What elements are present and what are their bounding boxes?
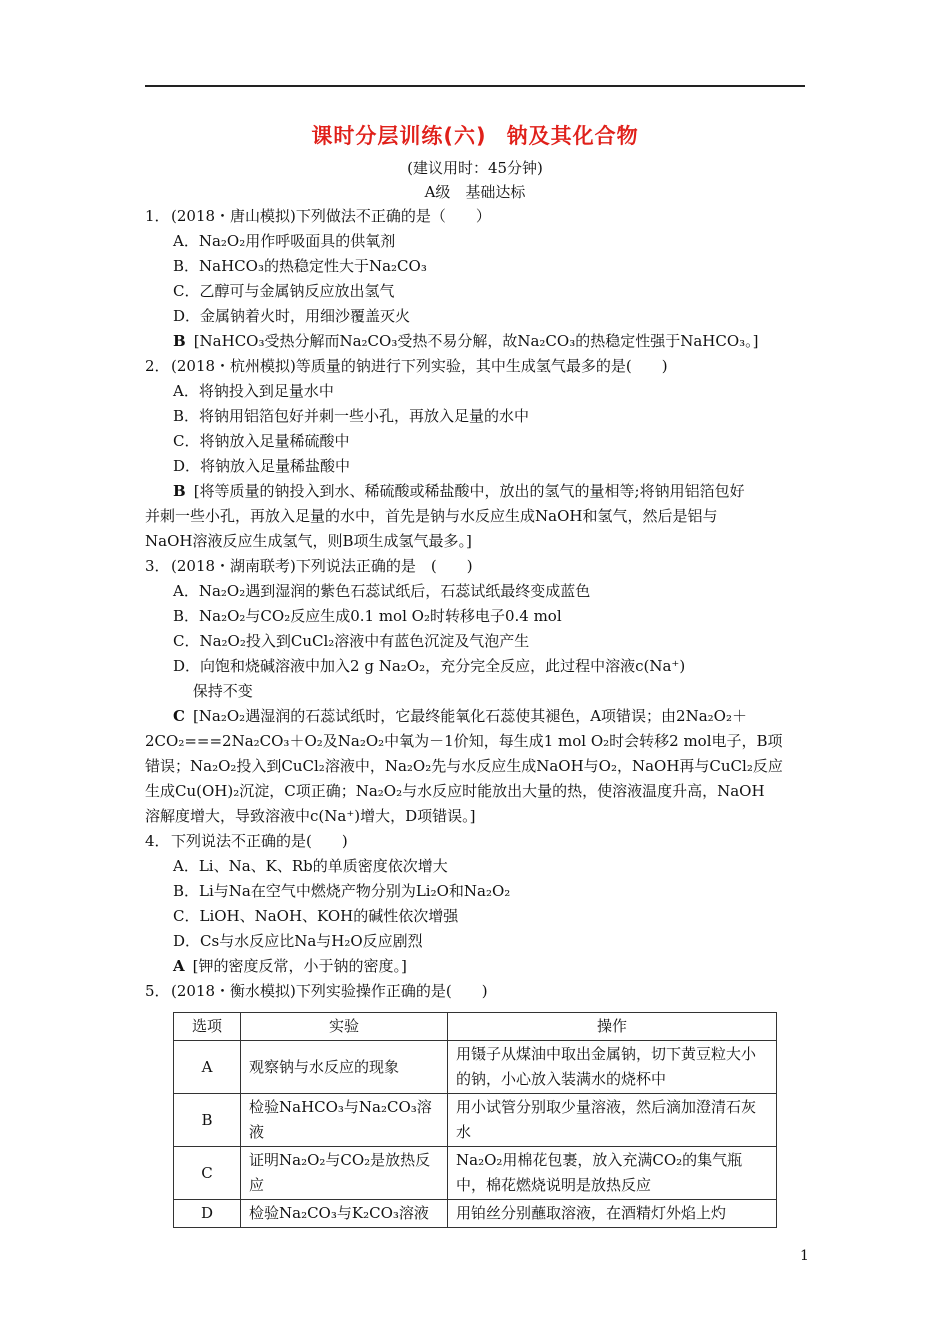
- page-title: [0, 120, 950, 150]
- question-option: D．将钠放入足量稀盐酸中: [173, 457, 351, 475]
- table-header: 选项: [174, 1013, 241, 1041]
- question-option: A．Li、Na、K、Rb的单质密度依次增大: [173, 857, 448, 875]
- table-cell: 检验NaHCO₃与Na₂CO₃溶液: [241, 1094, 448, 1147]
- question-stem: [145, 354, 810, 379]
- question-option: A．Na₂O₂用作呼吸面具的供氧剂: [173, 232, 396, 250]
- table-row: [174, 1041, 777, 1094]
- title-topic: 钠及其化合物: [506, 124, 639, 148]
- question-number: 2．: [145, 357, 170, 375]
- table-cell: 用铂丝分别蘸取溶液，在酒精灯外焰上灼: [448, 1200, 777, 1228]
- question-number: 1．: [145, 207, 170, 225]
- question-option: D．向饱和烧碱溶液中加入2 g Na₂O₂，充分完全反应，此过程中溶液c(Na⁺): [173, 657, 686, 675]
- explanation-text: [Na₂O₂遇湿润的石蕊试纸时，它最终能氧化石蕊使其褪色，A项错误；由2Na₂O₂＋: [192, 707, 747, 725]
- question-text: (2018・湖南联考)下列说法正确的是 ( ): [171, 557, 473, 575]
- table-cell: 证明Na₂O₂与CO₂是放热反应: [241, 1147, 448, 1200]
- table-row: [174, 1094, 777, 1147]
- question-option: C．乙醇可与金属钠反应放出氢气: [173, 282, 395, 300]
- answer-explanation-line: [145, 779, 810, 804]
- answer-letter: C: [173, 707, 185, 725]
- level-heading: A级 基础达标: [424, 183, 526, 201]
- table-cell: Na₂O₂用棉花包裹，放入充满CO₂的集气瓶中，棉花燃烧说明是放热反应: [448, 1147, 777, 1200]
- table-cell: 观察钠与水反应的现象: [241, 1041, 448, 1094]
- answer-explanation-line: [145, 504, 810, 529]
- answer-explanation-line: [173, 329, 810, 354]
- question-option: D．金属钠着火时，用细沙覆盖灭火: [173, 307, 411, 325]
- table-cell: C: [174, 1147, 241, 1200]
- question-text: (2018・衡水模拟)下列实验操作正确的是( ): [171, 982, 488, 1000]
- question-option: C．Na₂O₂投入到CuCl₂溶液中有蓝色沉淀及气泡产生: [173, 632, 530, 650]
- answer-letter: B: [173, 332, 186, 350]
- table-header-row: [174, 1013, 777, 1041]
- table-cell: 检验Na₂CO₃与K₂CO₃溶液: [241, 1200, 448, 1228]
- question-option: B．Li与Na在空气中燃烧产物分别为Li₂O和Na₂O₂: [173, 882, 511, 900]
- answer-explanation-line: [145, 754, 810, 779]
- question-number: 3．: [145, 557, 170, 575]
- question-text: (2018・杭州模拟)等质量的钠进行下列实验，其中生成氢气最多的是( ): [171, 357, 668, 375]
- answer-explanation-line: [173, 479, 810, 504]
- answer-explanation-line: [173, 704, 810, 729]
- table-cell: D: [174, 1200, 241, 1228]
- explanation-text: 并刺一些小孔，再放入足量的水中，首先是钠与水反应生成NaOH和氢气，然后是铝与: [145, 507, 718, 525]
- table-row: [174, 1147, 777, 1200]
- question-option: 保持不变: [173, 682, 253, 700]
- table-row: [174, 1200, 777, 1228]
- suggested-time: (建议用时：45分钟): [407, 159, 543, 177]
- question-option: C．LiOH、NaOH、KOH的碱性依次增强: [173, 907, 459, 925]
- answer-letter: B: [173, 482, 186, 500]
- explanation-text: 生成Cu(OH)₂沉淀，C项正确；Na₂O₂与水反应时能放出大量的热，使溶液温度升高，NaOH: [145, 782, 765, 800]
- question-stem: [145, 204, 810, 229]
- table-cell: 用小试管分别取少量溶液，然后滴加澄清石灰水: [448, 1094, 777, 1147]
- question-option: B．将钠用铝箔包好并刺一些小孔，再放入足量的水中: [173, 407, 530, 425]
- experiment-table: [173, 1012, 777, 1228]
- explanation-text: [将等质量的钠投入到水、稀硫酸或稀盐酸中，放出的氢气的量相等;将钠用铝箔包好: [193, 482, 745, 500]
- table-header: 实验: [241, 1013, 448, 1041]
- header-rule: [145, 85, 805, 87]
- explanation-text: NaOH溶液反应生成氢气，则B项生成氢气最多。]: [145, 532, 472, 550]
- answer-explanation-line: [145, 804, 810, 829]
- answer-explanation-line: [145, 729, 810, 754]
- question-option: A．将钠投入到足量水中: [173, 382, 334, 400]
- question-stem: [145, 979, 810, 1004]
- question-option: B．Na₂O₂与CO₂反应生成0.1 mol O₂时转移电子0.4 mol: [173, 607, 562, 625]
- table-cell: B: [174, 1094, 241, 1147]
- question-text: 下列说法不正确的是( ): [171, 832, 348, 850]
- answer-explanation-line: [145, 529, 810, 554]
- table-cell: A: [174, 1041, 241, 1094]
- explanation-text: [NaHCO₃受热分解而Na₂CO₃受热不易分解，故Na₂CO₃的热稳定性强于NaHCO₃。]: [193, 332, 759, 350]
- title-main: 课时分层训练(六): [311, 124, 487, 148]
- question-stem: [145, 829, 810, 854]
- table-cell: 用镊子从煤油中取出金属钠，切下黄豆粒大小的钠，小心放入装满水的烧杯中: [448, 1041, 777, 1094]
- explanation-text: 错误；Na₂O₂投入到CuCl₂溶液中，Na₂O₂先与水反应生成NaOH与O₂，NaOH再与CuCl₂反应: [145, 757, 783, 775]
- page-number: 1: [800, 1248, 809, 1264]
- question-text: (2018・唐山模拟)下列做法不正确的是（ ）: [171, 207, 491, 225]
- question-list: [145, 204, 810, 1004]
- explanation-text: 溶解度增大，导致溶液中c(Na⁺)增大，D项错误。]: [145, 807, 476, 825]
- question-option: A．Na₂O₂遇到湿润的紫色石蕊试纸后，石蕊试纸最终变成蓝色: [173, 582, 591, 600]
- explanation-text: 2CO₂===2Na₂CO₃＋O₂及Na₂O₂中氧为－1价知，每生成1 mol O₂时会转移2 mol电子，B项: [145, 732, 783, 750]
- question-option: C．将钠放入足量稀硫酸中: [173, 432, 350, 450]
- answer-letter: A: [173, 957, 185, 975]
- answer-explanation-line: [173, 954, 810, 979]
- question-option: D．Cs与水反应比Na与H₂O反应剧烈: [173, 932, 423, 950]
- question-stem: [145, 554, 810, 579]
- question-number: 5．: [145, 982, 170, 1000]
- question-option: B．NaHCO₃的热稳定性大于Na₂CO₃: [173, 257, 427, 275]
- table-header: 操作: [448, 1013, 777, 1041]
- explanation-text: [钾的密度反常，小于钠的密度。]: [192, 957, 407, 975]
- question-number: 4．: [145, 832, 170, 850]
